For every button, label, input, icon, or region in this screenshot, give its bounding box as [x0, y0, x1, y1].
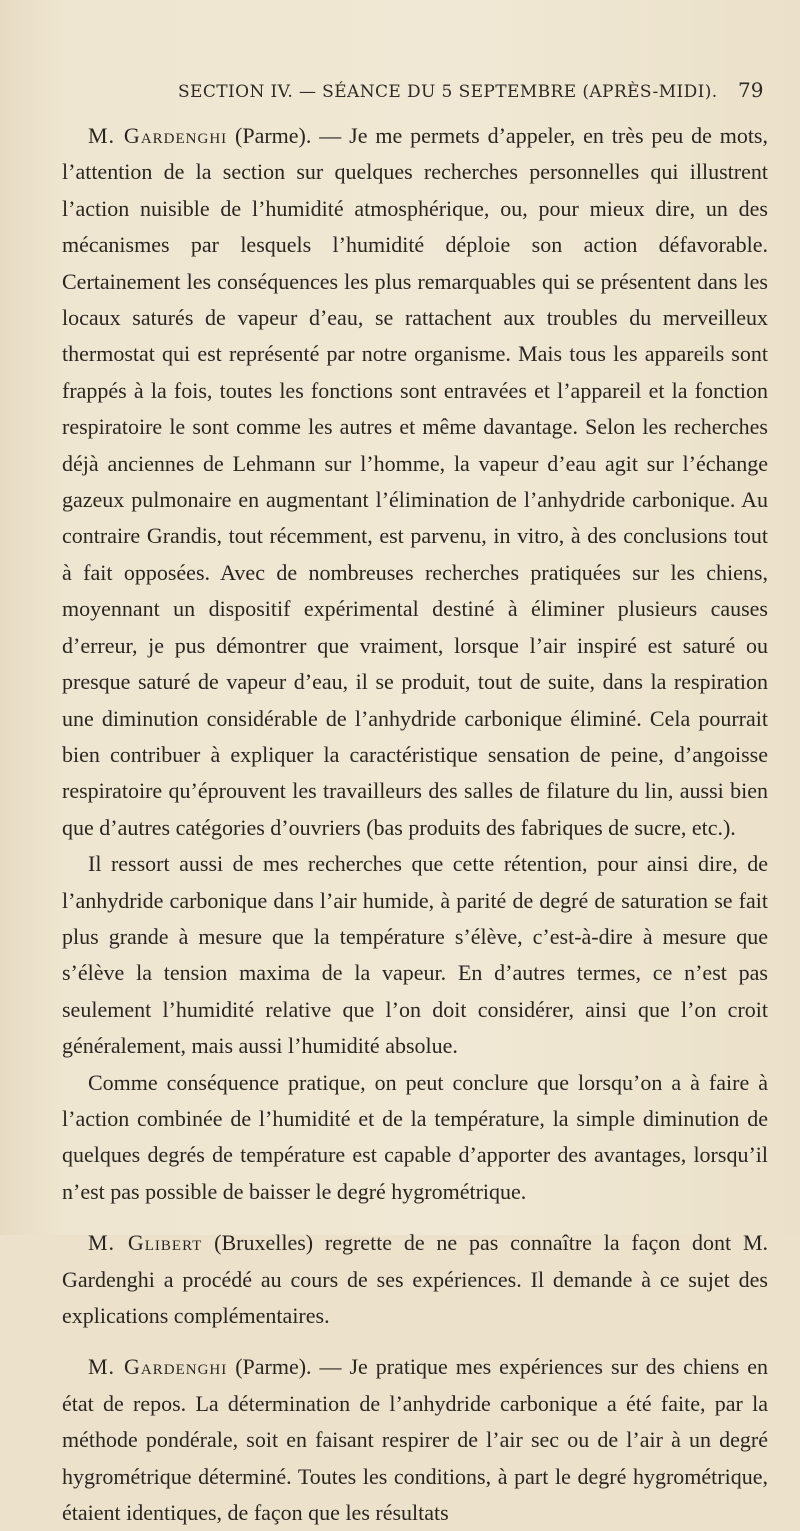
paragraph-consequence: [62, 1065, 768, 1211]
paragraph-gardenghi-2: [62, 1349, 768, 1531]
paragraph-text: (Bruxelles) regrette de ne pas connaître la façon dont M. Gardenghi a procédé au cours de ses expériences. Il demande à ce sujet des explications complémentaires.: [62, 1230, 769, 1328]
page-number: 79: [738, 78, 764, 102]
speaker-name: M. Glibert: [88, 1230, 203, 1256]
running-head: SECTION IV. — SÉANCE DU 5 SEPTEMBRE (APRÈS-MIDI).: [178, 82, 718, 102]
paragraph-text: Comme conséquence pratique, on peut conclure que lorsqu’on a à faire à l’action combinée de l’humidité et de la température, la simple diminution de quelques degrés de température est capable d’apporter des avantages, lorsqu’il n’est pas possible de baisser le degré hygrométrique.: [62, 1069, 768, 1204]
paragraph-gardenghi-1: [62, 118, 768, 846]
paragraph-glibert: [62, 1225, 768, 1334]
paragraph-retention: [62, 846, 768, 1064]
paragraph-text: (Parme). — Je pratique mes expériences sur des chiens en état de repos. La détermination de l’anhydride carbonique a été faite, par la méthode pondérale, soit en faisant respirer de l’air sec ou de l’air à un degré hygrométrique déterminé. Toutes les conditions, à part le degré hygrométrique, étaient identiques, de façon que les résultats: [62, 1354, 768, 1526]
speaker-name: M. Gardenghi: [88, 123, 228, 148]
paragraph-text: (Parme). — Je me permets d’appeler, en très peu de mots, l’attention de la section sur quelques recherches personnelles qui illustrent l’action nuisible de l’humidité atmosphérique, ou, pour mieux dire, un des mécanismes par lesquels l’humidité déploie son action défavorable. Certainement les conséquences les plus remarquables qui se présentent dans les locaux saturés de vapeur d’eau, se rattachent aux troubles du merveilleux thermostat qui est représenté par notre organisme. Mais tous les appareils sont frappés à la fois, toutes les fonctions sont entravées et l’appareil et la fonction respiratoire le sont comme les autres et même davantage. Selon les recherches déjà anciennes de Lehmann sur l’homme, la vapeur d’eau agit sur l’échange gazeux pulmonaire en augmentant l’élimination de l’anhydride carbonique. Au contraire Grandis, tout récemment, est parvenu, in vitro, à des conclusions tout à fait opposées. Avec de nombreuses recherches pratiquées sur les chiens, moyennant un dispositif expérimental destiné à éliminer plusieurs causes d’erreur, je pus démontrer que vraiment, lorsque l’air inspiré est saturé ou presque saturé de vapeur d’eau, il se produit, tout de suite, dans la respiration une diminution considérable de l’anhydride carbonique éliminé. Cela pourrait bien contribuer à expliquer la caractéristique sensation de peine, d’angoisse respiratoire qu’éprouvent les travailleurs des salles de filature du lin, aussi bien que d’autres catégories d’ouvriers (bas produits des fabriques de sucre, etc.).: [62, 123, 768, 840]
paragraph-text: Il ressort aussi de mes recherches que cette rétention, pour ainsi dire, de l’anhydride carbonique dans l’air humide, à parité de degré de saturation se fait plus grande à mesure que la température s’élève, c’est-à-dire à mesure que s’élève la tension maxima de la vapeur. En d’autres termes, ce n’est pas seulement l’humidité relative que l’on doit considérer, ainsi que l’on croit généralement, mais aussi l’humidité absolue.: [62, 851, 768, 1059]
body-text: [62, 118, 768, 1531]
speaker-name: M. Gardenghi: [88, 1354, 228, 1380]
